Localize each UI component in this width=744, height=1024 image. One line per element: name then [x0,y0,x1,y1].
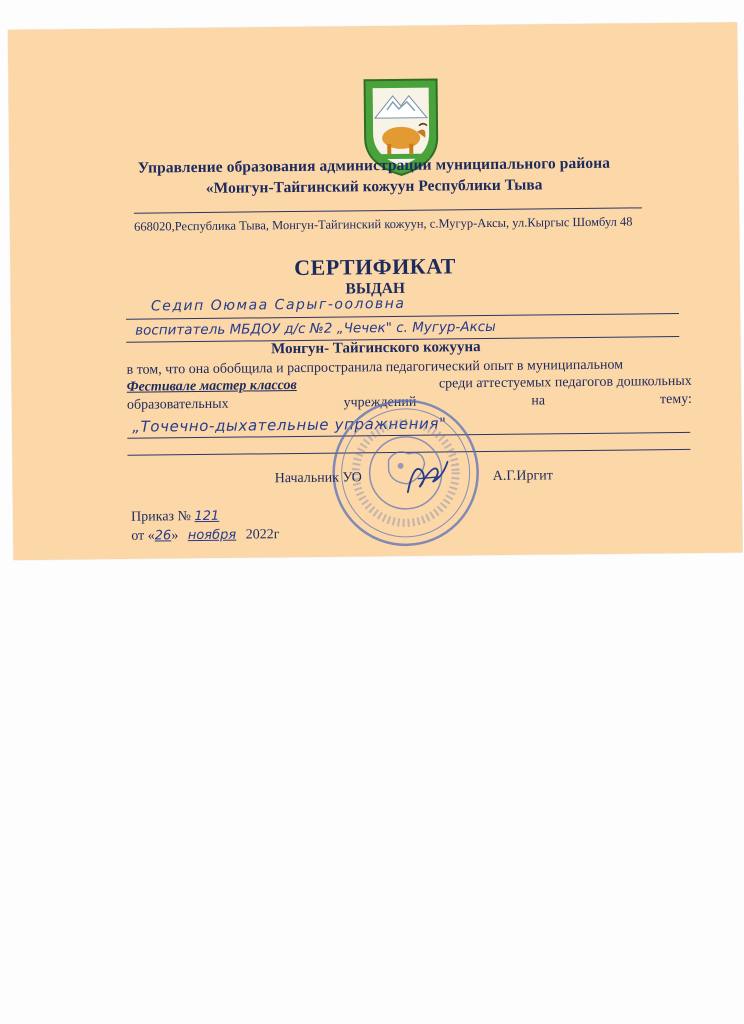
text-word: учреждений [343,394,417,411]
topic: „Точечно-дыхательные упражнения" [132,414,447,436]
order-year: 2022г [245,527,280,543]
order-date-line [131,527,279,545]
org-line-1: Управление образования администрации муниципального района [137,154,611,177]
text-line-1: в том, что она обобщила и распространила педагогический опыт в муниципальном [126,357,624,378]
recipient-name-underline [126,313,679,320]
order-month: ноября [187,527,237,544]
certificate-title: СЕРТИФИКАТ [294,253,456,281]
text-word: на [531,393,546,409]
order-day: 26 [154,528,172,544]
handwritten-signature [402,453,453,504]
text-line-2-rest: среди аттестуемых педагогов дошкольных [438,373,692,392]
festival-phrase: Фестивале мастер классов [126,377,297,395]
text-word: образовательных [126,396,229,413]
org-line-2: «Монгун-Тайгинский кожуун Республики Тыва [205,176,543,197]
signature-position: Начальник УО [274,470,362,487]
order-number: 121 [194,508,220,525]
recipient-role: воспитатель МБДОУ д/с №2 „Чечек" с. Мугур-Аксы [135,318,496,339]
address: 668020,Республика Тыва, Монгун-Тайгинский кожуун, с.Мугур-Аксы, ул.Кыргыс Шомбул 48 [133,214,633,234]
order-label: Приказ № [131,509,191,525]
order-day-close: » [171,528,179,544]
recipient-name: Седип Оюмаа Сарыг-ооловна [150,295,406,315]
order-number-line [131,509,219,526]
header-divider [134,207,642,213]
signature-name: А.Г.Иргит [492,468,553,484]
district-line: Монгун- Тайгинского кожууна [270,339,481,358]
text-word: тему: [659,391,692,408]
order-from-label: от « [131,528,155,544]
issued-label: ВЫДАН [345,279,406,298]
certificate-sheet [8,22,743,560]
